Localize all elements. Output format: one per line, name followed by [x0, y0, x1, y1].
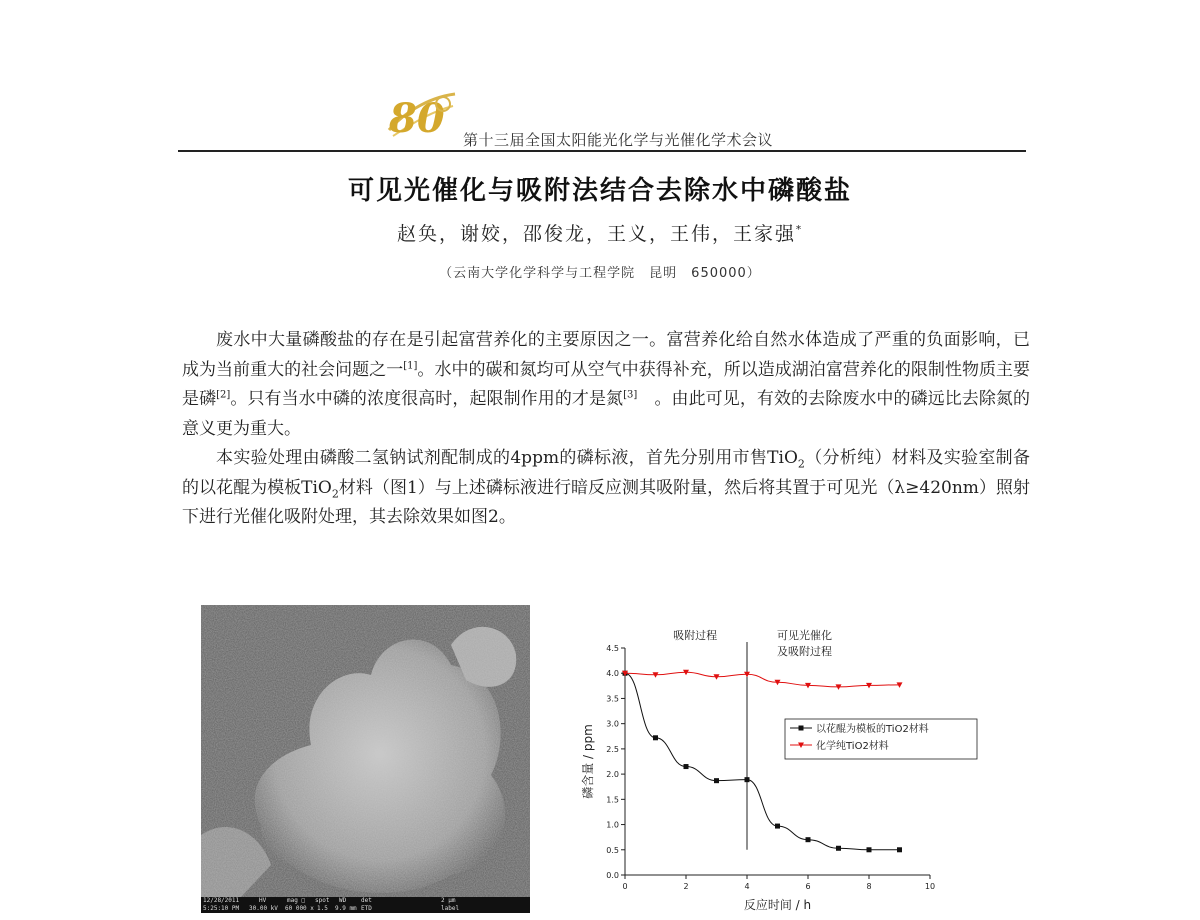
conference-logo — [383, 86, 461, 144]
region-label-adsorption: 吸附过程 — [673, 629, 718, 642]
x-tick-label: 10 — [924, 882, 936, 891]
data-point-0 — [806, 837, 811, 842]
x-tick-label: 2 — [683, 882, 689, 891]
citation-1[interactable]: [1] — [403, 359, 418, 371]
y-tick-label: 3.0 — [606, 719, 619, 729]
author-list — [0, 219, 1200, 246]
paper-title: 可见光催化与吸附法结合去除水中磷酸盐 — [347, 176, 852, 206]
legend-marker-0 — [799, 726, 804, 731]
conference-title: 第十三届全国太阳能光化学与光催化学术会议 — [463, 131, 774, 149]
y-tick-label: 3.5 — [606, 694, 619, 704]
data-point-0 — [745, 777, 750, 782]
y-tick-label: 4.5 — [606, 644, 619, 653]
citation-3[interactable]: [3] — [623, 389, 638, 401]
paragraph-1: 废水中大量磷酸盐的存在是引起富营养化的主要原因之一。富营养化给自然水体造成了严重的负面影响，已成为当前重大的社会问题之一[1]。水中的碳和氮均可从空气中获得补充，所以造成湖泊富营养化的限制性物质主要是磷[2]。只有当水中磷的浓度很高时，起限制作用的才是氮[3] 。由此可见，有效的去除废水中的磷远比去除氮的意义更为重大。 — [182, 330, 1031, 439]
y-tick-label: 1.0 — [606, 820, 619, 830]
region-label-photocatalysis-2: 及吸附过程 — [777, 645, 832, 658]
paragraph-2: 本实验处理由磷酸二氢钠试剂配制成的4ppm的磷标液，首先分别用市售TiO$_2$（分析纯）材料及实验室制备的以花醌为模板TiO$_2$材料（图1）与上述磷标液进行暗反应测其吸附量，然后将其置于可见光（λ≥420nm）照射下进行光催化吸附处理，其去除效果如图2。 — [182, 448, 1030, 527]
x-tick-label: 8 — [866, 882, 872, 891]
data-point-0 — [653, 735, 658, 740]
y-tick-label: 2.5 — [606, 744, 619, 754]
legend-label-1: 化学纯TiO2材料 — [816, 741, 889, 752]
authors-text: 赵奂，谢姣，邵俊龙，王义，王伟，王家强 — [396, 223, 796, 245]
data-point-0 — [836, 846, 841, 851]
region-label-photocatalysis-1: 可见光催化 — [777, 629, 832, 642]
citation-2[interactable]: [2] — [216, 389, 231, 401]
series-line-0 — [625, 673, 900, 850]
data-point-0 — [684, 764, 689, 769]
data-point-0 — [714, 778, 719, 783]
x-axis-label: 反应时间 / h — [743, 898, 812, 912]
data-point-0 — [867, 847, 872, 852]
x-tick-label: 4 — [744, 882, 750, 891]
data-point-0 — [897, 847, 902, 852]
y-tick-label: 0.0 — [606, 871, 619, 880]
sem-micrograph — [201, 605, 530, 913]
logo-number: 80 — [389, 95, 445, 142]
y-tick-label: 4.0 — [606, 669, 619, 679]
x-tick-label: 0 — [622, 882, 628, 891]
header-rule — [178, 150, 1026, 152]
y-tick-label: 2.0 — [606, 770, 619, 780]
y-tick-label: 1.5 — [606, 795, 619, 805]
series-line-1 — [625, 672, 900, 687]
phosphate-removal-chart — [580, 618, 1000, 920]
y-axis-label: 磷含量 / ppm — [581, 724, 595, 799]
corresponding-mark: * — [796, 224, 803, 236]
x-tick-label: 6 — [805, 882, 811, 891]
sem-databar: 12/28/2011 HV mag □ spot WD det 2 μm 5:25:10 PM 30.00 kV 60 000 x 1.5 9.9 mm ETD label — [201, 897, 530, 913]
affiliation: （云南大学化学科学与工程学院 昆明 650000） — [439, 266, 761, 281]
legend-label-0: 以花醌为模板的TiO2材料 — [816, 724, 929, 735]
body-text — [182, 326, 1030, 533]
data-point-0 — [775, 824, 780, 829]
y-tick-label: 0.5 — [606, 845, 619, 855]
